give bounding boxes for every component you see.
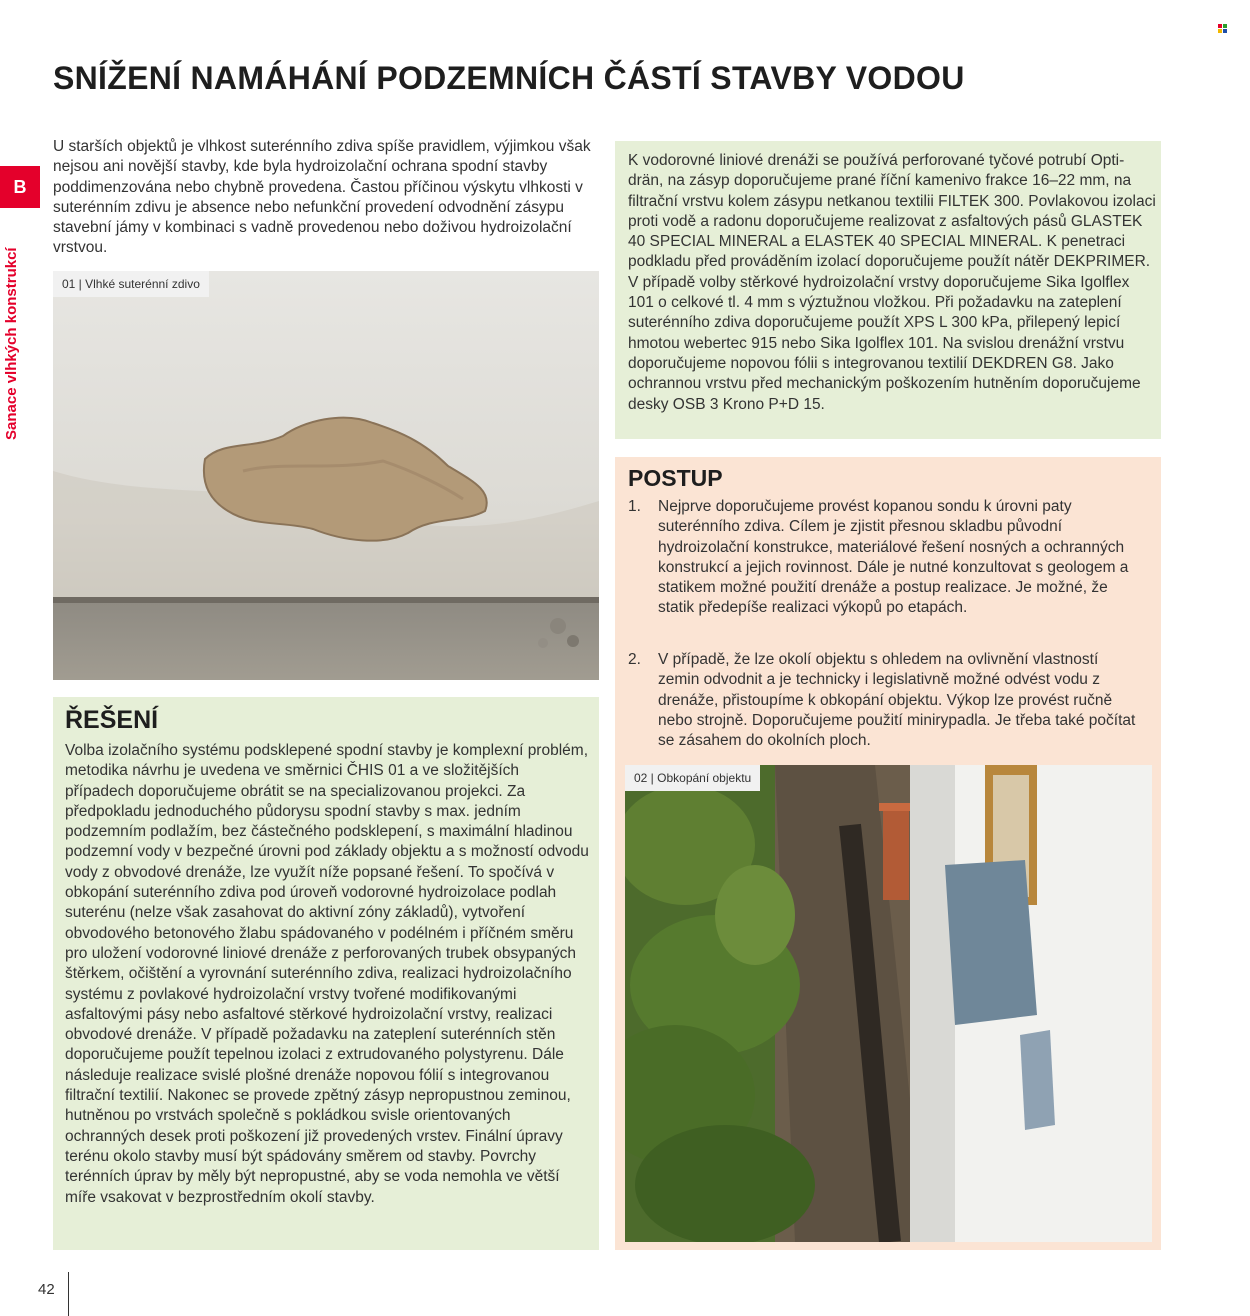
chapter-side-label: Sanace vlhkých konstrukcí xyxy=(3,247,20,440)
damp-wall-illustration xyxy=(53,271,599,680)
solution-text: Volba izolačního systému podsklepené spodní stavby je komplexní problém, metodika návrhu je uvedena ve směrnici ČHIS 01 a ve složitějších případech doporučujeme obrátit se na specializovanou projekci. Za předpokladu jednoduchého půdorysu spodní stavby s max. jedním podzemním podlažím, bez částečného podsklepení, s maximální hladinou podzemní vody v bezpečné úrovni pod základy objektu a s možností odvodu vody z obvodové drenáže, lze využít níže popsané řešení. To spočívá v obkopání suterénního zdiva pod úroveň vodorovné hydroizolace podlah suterénu (nelze však zasahovat do aktivní zóny základů), vytvoření obvodového betonového žlabu spádovaného v podélném i příčném směru pro uložení vodorovné liniové drenáže z perforovaných trubek obsypaných štěrkem, očištění a vyrovnání suterénního zdiva, realizaci hydroizolačního systému z povlakové hydroizolační vrstvy tvořené modifikovanými asfaltovými pásy nebo asfaltové stěrkové hydroizolační vrstvy, realizaci obvodové drenáže. V případě požadavku na zateplení suterénních stěn doporučujeme použít tepelnou izolaci z extrudovaného polystyrenu. Dále následuje realizace svislé plošné drenáže nopovou fólií s integrovanou filtrační textilií. Nakonec se provede zpětný zásyp nepropustnou zeminou, hutněnou po vrstvách společně s pokládkou svisle orientovaných ochranných desek proti poškození již provedených vrstev. Finální úpravy terénu okolo stavby musí být spádovány směrem od stavby. Povrchy terénních úprav by měly být nepropustné, aby se voda nemohla ve větší míře vsakovat v bezprostředním okolí stavby. xyxy=(65,742,589,1206)
page-title: SNÍŽENÍ NAMÁHÁNÍ PODZEMNÍCH ČÁSTÍ STAVBY VODOU xyxy=(53,60,965,96)
step-text: V případě, že lze okolí objektu s ohledem na ovlivnění vlastností zemin odvodnit a je technicky i legislativně možné odvést vodu z drenáže, přistoupíme k obkopání objektu. Výkop lze provést ručně nebo strojně. Doporučujeme použití minirypadla. Je třeba také počítat se zásahem do okolních ploch. xyxy=(658,651,1136,750)
products-text: K vodorovné liniové drenáži se používá perforované tyčové potrubí Opti-drän, na zásyp doporučujeme prané říční kamenivo frakce 16–22 mm, na filtrační vrstvu kolem zásypu netkanou textilii FILTEK 300. Povlakovou izolaci proti vodě a radonu doporučujeme realizovat z asfaltových pásů GLASTEK 40 SPECIAL MINERAL a ELASTEK 40 SPECIAL MINERAL. K penetraci podkladu před prováděním izolací doporučujeme použít nátěr DEKPRIMER. V případě volby stěrkové hydroizolační vrstvy doporučujeme Sika Igolflex 101 o celkové tl. 4 mm s výztužnou vložkou. Při požadavku na zateplení suterénního zdiva doporučujeme použít XPS L 300 kPa, přilepený lepicí hmotou webertec 915 nebo Sika Igolflex 101. Na svislou drenážní vrstvu doporučujeme nopovou fólii s integrovanou textilií DEKDREN G8. Jako ochrannou vrstvu před mechanickým poškozením hutněním doporučujeme desky OSB 3 Krono P+D 15. xyxy=(628,152,1156,413)
page-number-rule xyxy=(68,1272,69,1316)
step-number: 2. xyxy=(628,651,641,668)
solution-heading: ŘEŠENÍ xyxy=(65,706,159,734)
page-number: 42 xyxy=(38,1281,55,1298)
photo-damp-wall xyxy=(53,271,599,680)
photo2-caption: 02 | Obkopání objektu xyxy=(625,765,760,791)
intro-paragraph: U starších objektů je vlhkost suterénního zdiva spíše pravidlem, výjimkou však nejsou ani novější stavby, kde byla hydroizolační ochrana spodní stavby poddimenzována nebo chybně provedena. Častou příčinou výskytu vlhkosti v suterénním zdivu je absence nebo nefunkční provedení odvodnění zásypu stavební jámy v kombinaci s vadně provedenou nebo doživou hydroizolační vrstvou. xyxy=(53,138,591,257)
photo-excavation xyxy=(625,765,1152,1242)
step-text: Nejprve doporučujeme provést kopanou sondu k úrovni paty suterénního zdiva. Cílem je zjistit přesnou skladbu původní hydroizolační konstrukce, materiálové řešení nosných a ochranných konstrukcí a jejich rovinnost. Dále je nutné konzultovat s geologem a statikem možné použití drenáže a postup realizace. Je možné, že statik předepíše realizaci výkopů po etapách. xyxy=(658,498,1129,617)
photo1-caption: 01 | Vlhké suterénní zdivo xyxy=(53,271,209,297)
step-number: 1. xyxy=(628,498,641,515)
corner-mark-icon xyxy=(1218,24,1228,34)
procedure-heading: POSTUP xyxy=(628,465,723,491)
chapter-tab: B xyxy=(0,166,40,208)
excavation-illustration xyxy=(625,765,1152,1242)
